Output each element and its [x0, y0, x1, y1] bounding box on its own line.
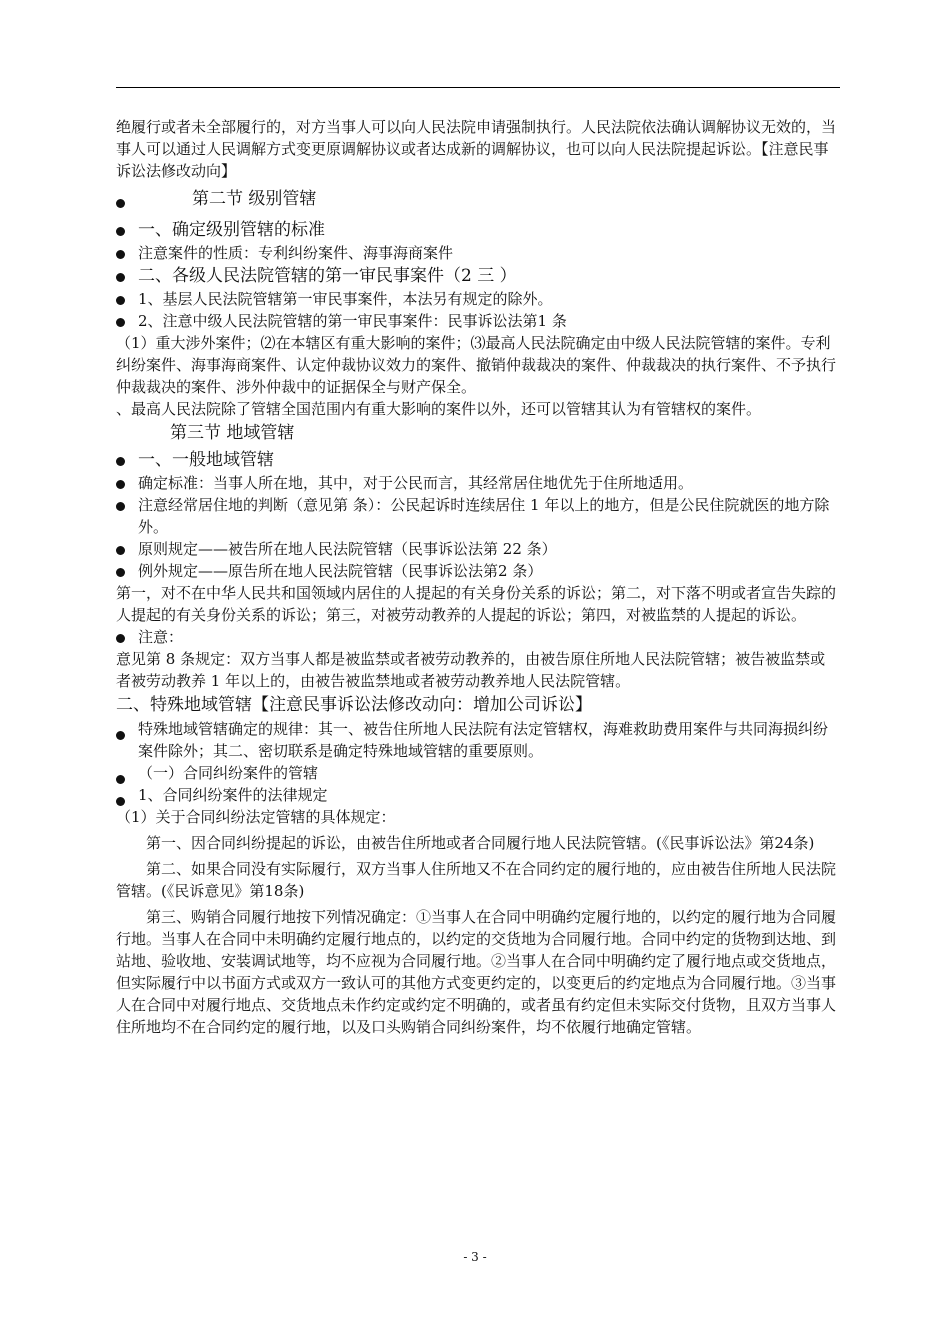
list-item: 二、各级人民法院管辖的第一审民事案件（2 三 ） [116, 264, 840, 288]
bullet-dot [116, 250, 125, 259]
header-rule [116, 87, 840, 88]
paragraph-supreme-court: 、最高人民法院除了管辖全国范围内有重大影响的案件以外，还可以管辖其认为有管辖权的案件。 [116, 400, 762, 418]
bullet-dot [116, 546, 125, 555]
list-item: 注意经常居住地的判断（意见第 条）：公民起诉时连续居住 1 年以上的地方，但是公民住院就医的地方除外。 [116, 494, 840, 538]
section-title: 第二节 级别管辖 [192, 189, 317, 209]
paragraph-mediation: 绝履行或者未全部履行的，对方当事人可以向人民法院申请强制执行。人民法院依法确认调解协议无效的，当事人可以通过人民调解方式变更原调解协议或者达成新的调解协议，也可以向人民法院提起诉讼。【注意民事诉讼法修改动向】 [116, 118, 837, 180]
list-item: （一）合同纠纷案件的管辖 [116, 762, 840, 784]
list-item: 1、合同纠纷案件的法律规定 [116, 784, 840, 806]
list-item: 确定标准：当事人所在地，其中，对于公民而言，其经常居住地优先于住所地适用。 [116, 472, 840, 494]
paragraph-exceptions: 第一，对不在中华人民共和国领域内居住的人提起的有关身份关系的诉讼；第二，对下落不明或者宣告失踪的人提起的有关身份关系的诉讼；第三，对被劳动教养的人提起的诉讼；第四，对被监禁的人提起的诉讼。 [116, 584, 837, 624]
bullet-dot [116, 273, 125, 282]
bullet-dot [116, 296, 125, 305]
paragraph-intermediate-court-cases: （1）重大涉外案件；⑵在本辖区有重大影响的案件；⑶最高人民法院确定由中级人民法院管辖的案件。专利纠纷案件、海事海商案件、认定仲裁协议效力的案件、撤销仲裁裁决的案件、仲裁裁决的执行案件、不予执行仲裁裁决的案件、涉外仲裁中的证据保全与财产保全。 [116, 334, 837, 396]
list-item: 例外规定——原告所在地人民法院管辖（民事诉讼法第2 条） [116, 560, 840, 582]
list-item: 一、一般地域管辖 [116, 448, 840, 472]
section-heading-territorial-jurisdiction [116, 420, 840, 448]
bullet-dot [116, 318, 125, 327]
bullet-dot [116, 457, 125, 466]
bullet-dot [116, 199, 125, 208]
list-item: 一、确定级别管辖的标准 [116, 218, 840, 242]
list-item: 1、基层人民法院管辖第一审民事案件，本法另有规定的除外。 [116, 288, 840, 310]
paragraph-contract-rules-intro: （1）关于合同纠纷法定管辖的具体规定： [116, 808, 396, 826]
section-heading-level-jurisdiction [116, 186, 840, 214]
paragraph-contract-rule-1: 第一、因合同纠纷提起的诉讼，由被告住所地或者合同履行地人民法院管辖。(《民事诉讼法》第24条) [146, 834, 815, 852]
list-item: 2、注意中级人民法院管辖的第一审民事案件：民事诉讼法第1 条 [116, 310, 840, 332]
heading-special-territorial: 二、特殊地域管辖【注意民事诉讼法修改动向：增加公司诉讼】 [116, 695, 592, 715]
bullet-dot [116, 480, 125, 489]
list-item: 注意案件的性质：专利纠纷案件、海事海商案件 [116, 242, 840, 264]
bullet-dot [116, 227, 125, 236]
bullet-dot [116, 731, 125, 740]
document-body [116, 116, 840, 1038]
list-item: 特殊地域管辖确定的规律：其一、被告住所地人民法院有法定管辖权，海难救助费用案件与共同海损纠纷案件除外；其二、密切联系是确定特殊地域管辖的重要原则。 [116, 718, 840, 762]
page-number: - 3 - [463, 1250, 487, 1264]
list-item: 原则规定——被告所在地人民法院管辖（民事诉讼法第 22 条） [116, 538, 840, 560]
list-item: 注意： [116, 626, 840, 648]
bullet-dot [116, 797, 125, 806]
section-title: 第三节 地域管辖 [170, 423, 295, 443]
paragraph-opinion-8: 意见第 8 条规定：双方当事人都是被监禁或者被劳动教养的，由被告原住所地人民法院管辖；被告被监禁或者被劳动教养 1 年以上的，由被告被监禁地或者被劳动教养地人民法院管辖。 [116, 650, 826, 690]
paragraph-contract-rule-2: 第二、如果合同没有实际履行，双方当事人住所地又不在合同约定的履行地的，应由被告住所地人民法院管辖。(《民诉意见》第18条) [116, 860, 837, 900]
paragraph-contract-rule-3: 第三、购销合同履行地按下列情况确定：①当事人在合同中明确约定履行地的，以约定的履行地为合同履行地。当事人在合同中未明确约定履行地点的，以约定的交货地为合同履行地。合同中约定的货物到达地、到站地、验收地、安装调试地等，均不应视为合同履行地。②当事人在合同中明确约定了履行地点或交货地点，但实际履行中以书面方式或双方一致认可的其他方式变更约定的，以变更后的约定地点为合同履行地。③当事人在合同中对履行地点、交货地点未作约定或约定不明确的，或者虽有约定但未实际交付货物，且双方当事人住所地均不在合同约定的履行地，以及口头购销合同纠纷案件，均不依履行地确定管辖。 [116, 908, 837, 1036]
bullet-dot [116, 568, 125, 577]
bullet-dot [116, 634, 125, 643]
bullet-dot [116, 775, 125, 784]
bullet-dot [116, 502, 125, 511]
